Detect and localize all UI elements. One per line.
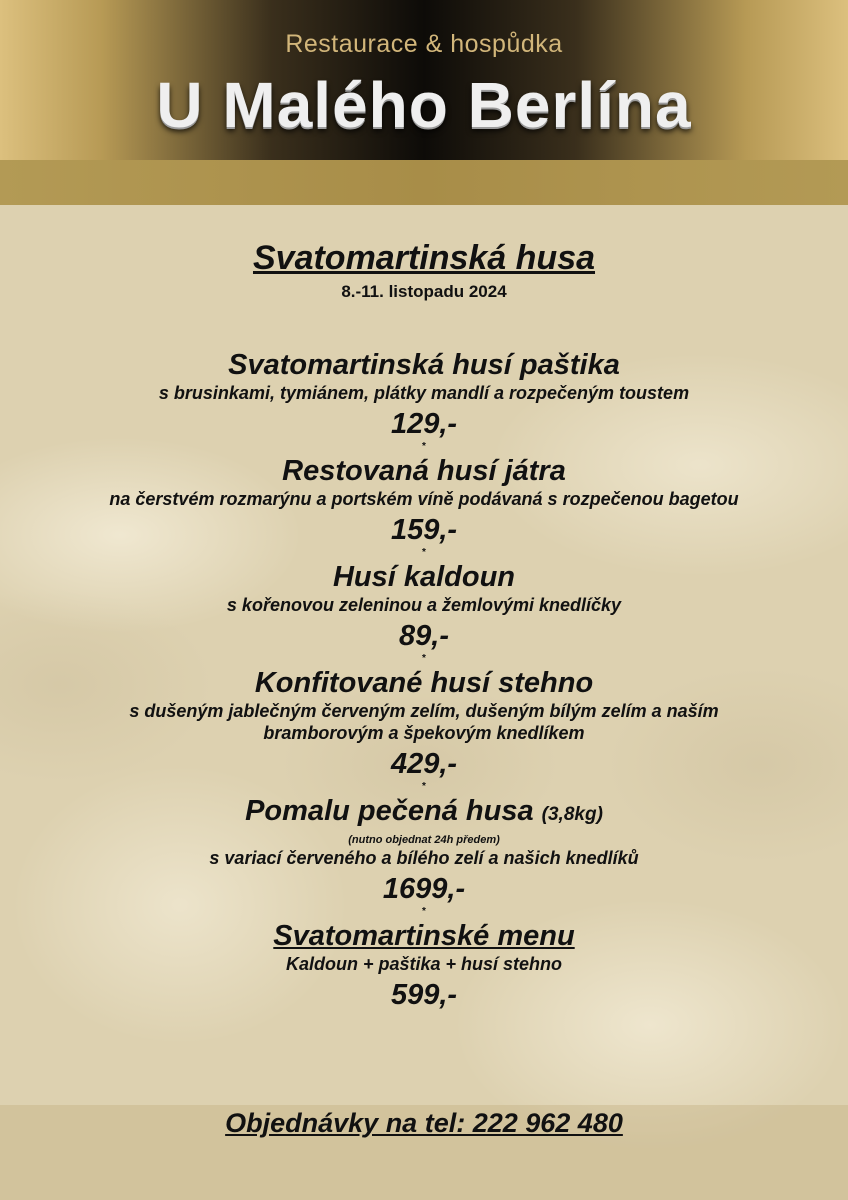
item-weight: (3,8kg) [541, 804, 603, 825]
item-description-line-1: s dušeným jablečným červeným zelím, dušeným bílým zelím a naším [129, 701, 719, 721]
item-price: 129,- [390, 408, 458, 440]
menu-item [0, 666, 848, 782]
item-name: Pomalu pečená husa [245, 795, 534, 827]
item-note: (nutno objednat 24h předem) [348, 834, 500, 846]
item-name: Svatomartinské menu [273, 920, 575, 952]
menu-item [0, 348, 848, 442]
menu-item [0, 560, 848, 654]
item-description: Kaldoun + paštika + husí stehno [285, 954, 563, 974]
restaurant-subtitle: Restaurace & hospůdka [285, 30, 563, 58]
restaurant-title: U Malého Berlína [156, 69, 692, 141]
separator: * [422, 781, 426, 792]
item-name-row [0, 794, 848, 832]
menu-content [0, 236, 848, 1013]
item-description: s brusinkami, tymiánem, plátky mandlí a rozpečeným toustem [158, 383, 690, 403]
item-price: 1699,- [382, 873, 466, 905]
menu-item [0, 919, 848, 1013]
item-name: Restovaná husí játra [282, 455, 566, 487]
event-title: Svatomartinská husa [252, 239, 596, 277]
item-description-line-2: bramborovým a špekovým knedlíkem [263, 723, 585, 743]
item-description: s kořenovou zeleninou a žemlovými knedlíčky [226, 595, 622, 615]
menu-item [0, 454, 848, 548]
order-phone: Objednávky na tel: 222 962 480 [225, 1108, 623, 1138]
separator: * [422, 547, 426, 558]
header-gold-band [0, 160, 848, 205]
separator: * [422, 441, 426, 452]
item-price: 429,- [390, 748, 458, 780]
item-name: Konfitované husí stehno [254, 667, 594, 699]
menu-item [0, 794, 848, 907]
item-name: Svatomartinská husí paštika [228, 349, 620, 381]
item-name: Husí kaldoun [332, 561, 516, 593]
header-banner [0, 0, 848, 160]
separator: * [422, 906, 426, 917]
event-date: 8.-11. listopadu 2024 [341, 282, 507, 301]
item-description: s variací červeného a bílého zelí a našich knedlíků [209, 848, 639, 868]
item-description: na čerstvém rozmarýnu a portském víně podávaná s rozpečenou bagetou [109, 489, 739, 509]
separator: * [422, 653, 426, 664]
item-price: 599,- [390, 979, 458, 1011]
item-price: 89,- [399, 620, 449, 652]
item-price: 159,- [390, 514, 458, 546]
